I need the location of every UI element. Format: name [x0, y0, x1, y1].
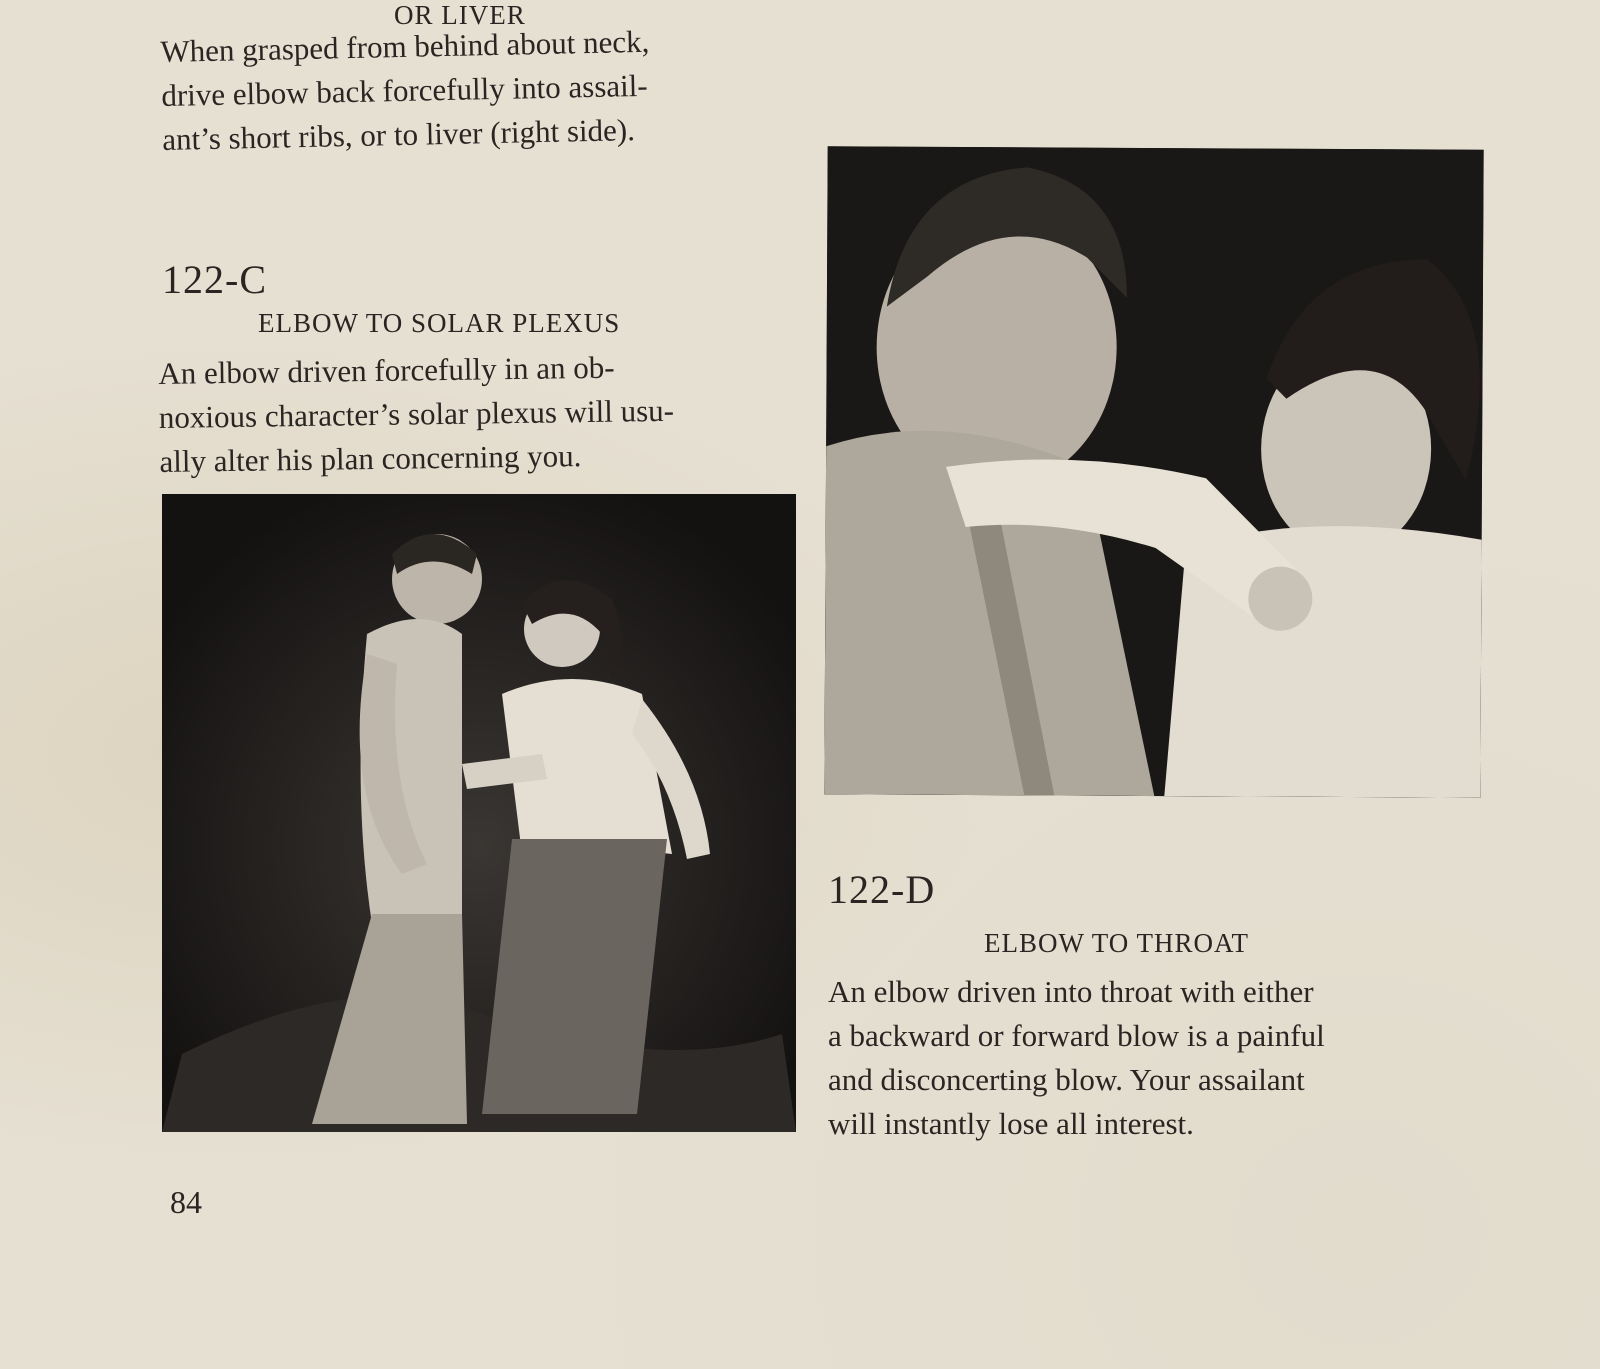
paragraph-line: drive elbow back forcefully into assail-	[161, 67, 648, 113]
section-heading-122d: ELBOW TO THROAT	[984, 928, 1250, 958]
paragraph-line: When grasped from behind about neck,	[160, 23, 650, 69]
page-number: 84	[170, 1184, 202, 1220]
paragraph-line: ally alter his plan concerning you.	[159, 438, 582, 479]
paragraph-line: ant’s short ribs, or to liver (right side).	[161, 112, 636, 157]
paragraph-line: will instantly lose all interest.	[828, 1106, 1194, 1141]
paragraph-line: a backward or forward blow is a painful	[828, 1018, 1325, 1053]
paragraph-line: noxious character’s solar plexus will usu-	[158, 392, 675, 435]
section-paragraph-122c	[158, 343, 796, 484]
paragraph-line: An elbow driven forcefully in an ob-	[158, 349, 615, 391]
section-paragraph-122d	[828, 970, 1480, 1146]
section-number-122d: 122-D	[828, 867, 936, 912]
section-paragraph-or-liver	[160, 17, 795, 162]
section-number-122c: 122-C	[162, 257, 267, 302]
photo-elbow-to-throat	[824, 146, 1483, 797]
section-heading-122c: ELBOW TO SOLAR PLEXUS	[258, 308, 621, 338]
photo-elbow-to-solar-plexus	[162, 494, 796, 1132]
paragraph-line: and disconcerting blow. Your assailant	[828, 1062, 1305, 1097]
section-heading-or-liver: OR LIVER	[394, 0, 526, 30]
paragraph-line: An elbow driven into throat with either	[828, 974, 1314, 1009]
